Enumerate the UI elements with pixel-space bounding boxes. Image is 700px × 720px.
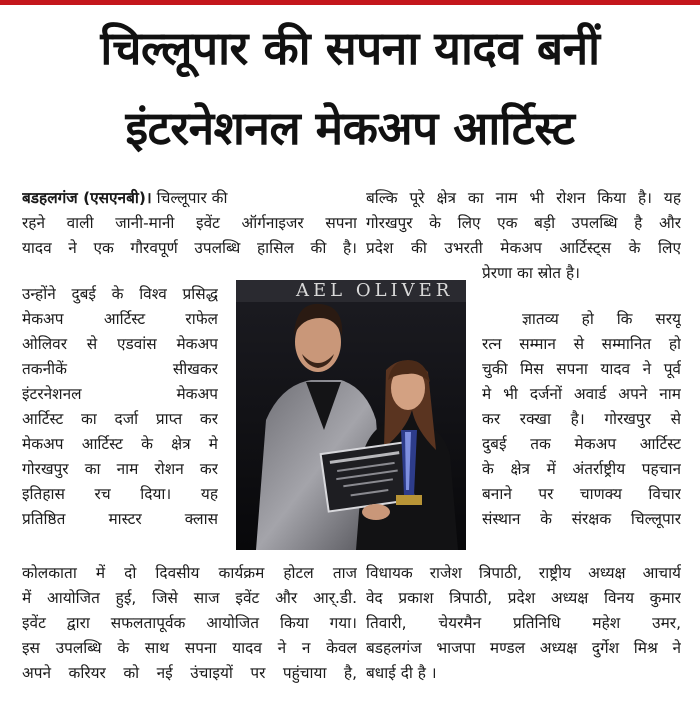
col1-line-7: तकनीकें सीखकर: [22, 360, 218, 378]
col1-line-8: इंटरनेशनल मेकअप: [22, 385, 218, 403]
col2-line-5: ज्ञातव्य हो कि सरयू: [522, 310, 681, 328]
col2-line-14: विधायक राजेश त्रिपाठी, राष्ट्रीय अध्यक्ष आचार्य: [366, 564, 681, 582]
col2-line-4: प्रेरणा का स्रोत है।: [482, 264, 580, 282]
col1-line-2: रहने वाली जानी-मानी इवेंट ऑर्गनाइजर सपना: [22, 214, 357, 232]
photo-backdrop-text: AEL OLIVER: [296, 280, 454, 301]
col2-line-9: कर रक्खा है। गोरखपुर से: [482, 410, 681, 428]
col1-line-12: इतिहास रच दिया। यह: [22, 485, 218, 503]
col2-line-10: दुबई तक मेकअप आर्टिस्ट: [482, 435, 681, 453]
headline-line-1: चिल्लूपार की सपना यादव बनीं: [100, 21, 600, 75]
col1-line-16: इवेंट द्वारा सफलतापूर्वक आयोजित किया गया।: [22, 614, 357, 632]
col2-line-7: चुकी मिस सपना यादव ने पूर्व: [482, 360, 681, 378]
col2-line-16: तिवारी, चेयरमैन प्रतिनिधि महेश उमर,: [366, 614, 681, 632]
col1-line-10: मेकअप आर्टिस्ट के क्षेत्र मे: [22, 435, 218, 453]
col1-line-18: अपने करियर को नई उंचाइयों पर पहुंचाया है,: [22, 664, 357, 682]
col1-line-5: मेकअप आर्टिस्ट राफेल: [22, 310, 218, 328]
col1-line-4: उन्होंने दुबई के विश्व प्रसिद्ध: [22, 285, 218, 303]
col2-line-6: रत्न सम्मान से सम्मानित हो: [482, 335, 681, 353]
col1-line-1: बडहलगंज (एसएनबी)। चिल्लूपार की: [22, 189, 228, 207]
masthead-rule: [0, 0, 700, 5]
col2-line-18: बधाई दी है ।: [366, 664, 437, 682]
col2-line-13: संस्थान के संरक्षक चिल्लूपार: [482, 510, 681, 528]
col1-line-13: प्रतिष्ठित मास्टर क्लास: [22, 510, 218, 528]
col1-line-9: आर्टिस्ट का दर्जा प्राप्त कर: [22, 410, 218, 428]
col2-line-2: गोरखपुर के लिए एक बड़ी उपलब्धि है और: [366, 214, 681, 232]
col2-line-3: प्रदेश की उभरती मेकअप आर्टिस्ट्स के लिए: [366, 239, 681, 257]
col2-line-11: के क्षेत्र में अंतर्राष्ट्रीय पहचान: [482, 460, 681, 478]
col1-line-3: यादव ने एक गौरवपूर्ण उपलब्धि हासिल की है।: [22, 239, 357, 257]
col2-line-12: बनाने पर चाणक्य विचार: [482, 485, 681, 503]
col2-line-17: बडहलगंज भाजपा मण्डल अध्यक्ष दुर्गेश मिश्र ने: [366, 639, 681, 657]
col1-line-6: ओलिवर से एडवांस मेकअप: [22, 335, 218, 353]
col1-line-15: में आयोजित हुई, जिसे साज इवेंट और आर्.डी.: [22, 589, 357, 607]
headline-line-2: इंटरनेशनल मेकअप आर्टिस्ट: [125, 101, 575, 155]
col1-line-17: इस उपलब्धि के साथ सपना यादव ने न केवल: [22, 639, 357, 657]
col2-line-1: बल्कि पूरे क्षेत्र का नाम भी रोशन किया है। यह: [366, 189, 681, 207]
col1-line-14: कोलकाता में दो दिवसीय कार्यक्रम होटल ताज: [22, 564, 357, 582]
col1-line-11: गोरखपुर का नाम रोशन कर: [22, 460, 218, 478]
dateline: बडहलगंज (एसएनबी)।: [22, 189, 152, 207]
article-photo: [236, 280, 466, 550]
col2-line-8: मे भी दर्जनों अवार्ड अपने नाम: [482, 385, 681, 403]
photo-illustration: [236, 280, 466, 550]
col2-line-15: वेद प्रकाश त्रिपाठी, प्रदेश अध्यक्ष विनय कुमार: [366, 589, 681, 607]
